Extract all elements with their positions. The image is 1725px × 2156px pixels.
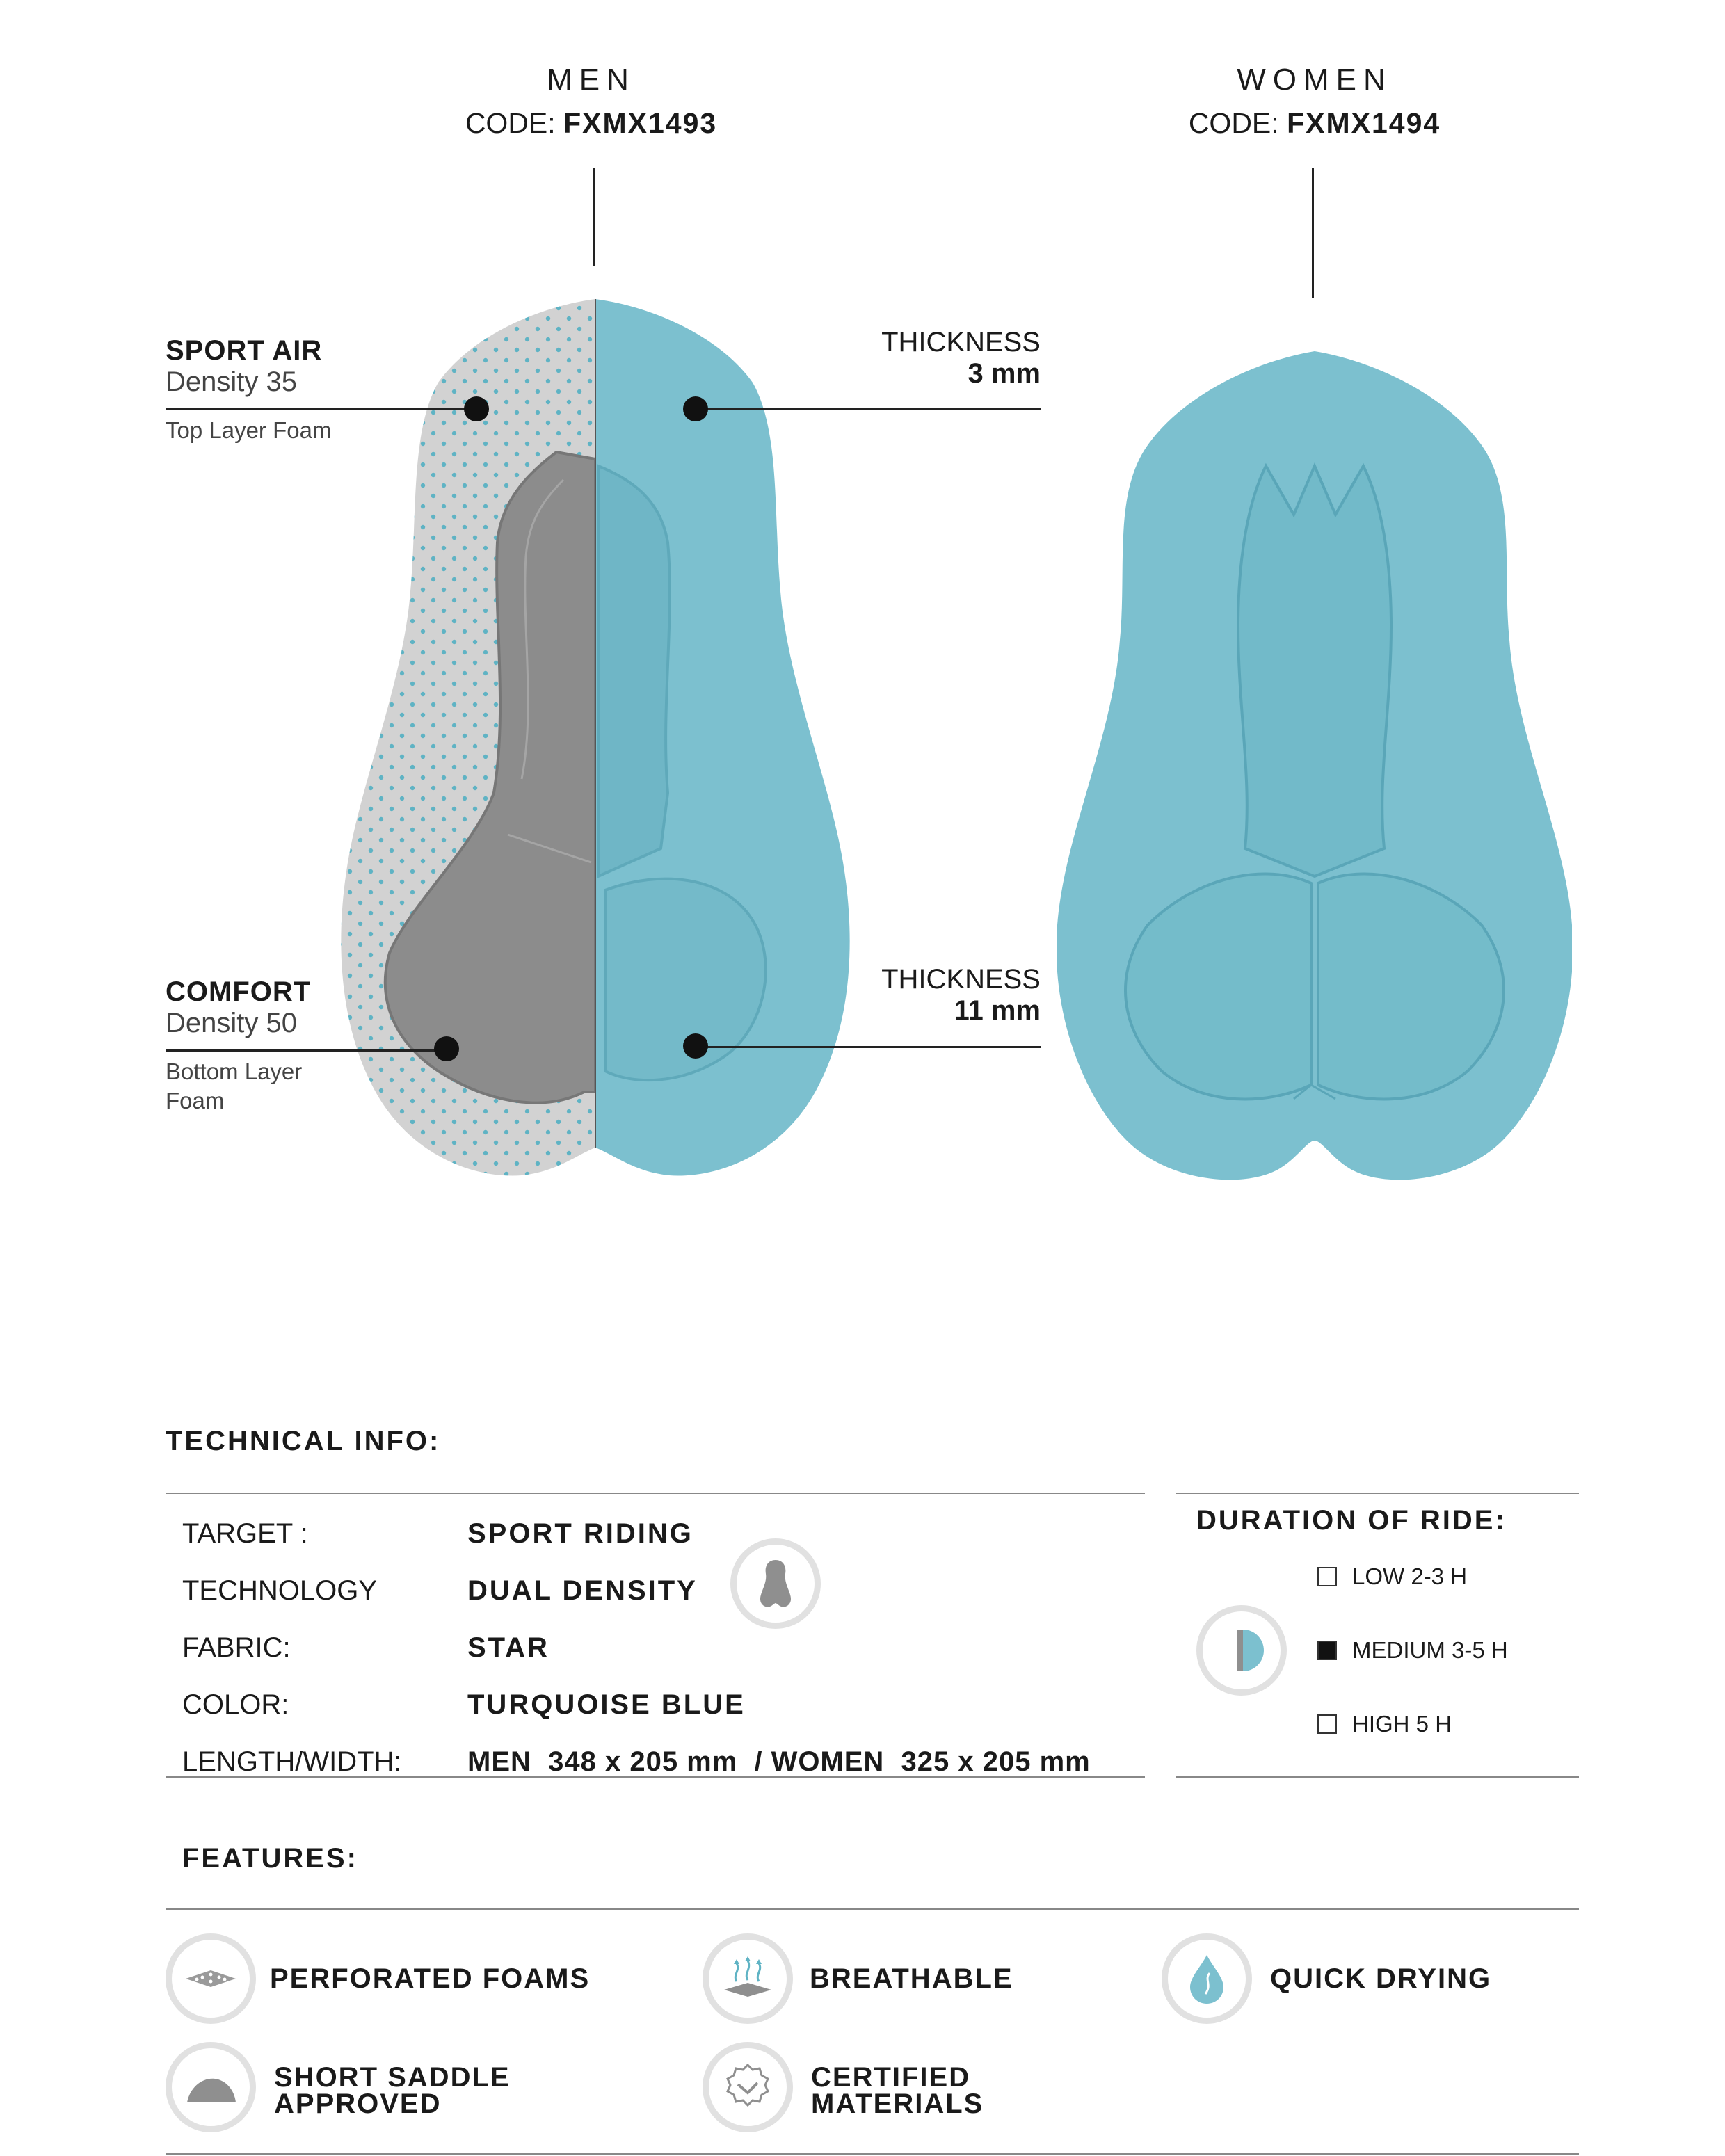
- saddle-icon: [166, 2042, 256, 2132]
- thickness-top-leader-line: [696, 408, 1041, 410]
- comfort-layer-line2: Foam: [166, 1088, 225, 1113]
- men-header: [417, 63, 765, 140]
- sport-air-marker: [464, 396, 489, 421]
- technical-top-rule: [166, 1493, 1145, 1494]
- comfort-marker: [434, 1036, 459, 1061]
- women-header: [1141, 63, 1489, 140]
- feature-label: QUICK DRYING: [1270, 1963, 1492, 1994]
- technical-row-value: TURQUOISE BLUE: [467, 1689, 746, 1720]
- sport-air-density: Density 35: [166, 367, 297, 397]
- feature-label: BREATHABLE: [810, 1963, 1013, 1994]
- feature-label-line1: SHORT SADDLE: [274, 2062, 511, 2093]
- men-code-value: FXMX1493: [563, 107, 718, 139]
- duration-option-label: HIGH 5 H: [1352, 1711, 1452, 1737]
- feature-label-two-line: [274, 2064, 511, 2117]
- men-code-leader-line: [593, 168, 595, 266]
- duration-bottom-rule: [1176, 1776, 1579, 1778]
- women-code-value: FXMX1494: [1287, 107, 1441, 139]
- duration-option-low[interactable]: [1317, 1563, 1467, 1590]
- thickness-top-marker: [683, 396, 708, 421]
- technical-table: [182, 1505, 1091, 1790]
- saddle-pad-icon: [730, 1538, 821, 1629]
- features-top-rule: [166, 1908, 1579, 1910]
- technical-row-label: TECHNOLOGY: [182, 1575, 378, 1606]
- sport-air-callout: [166, 335, 322, 398]
- dimensions-label: LENGTH/WIDTH:: [182, 1746, 402, 1777]
- comfort-layer: [166, 1057, 302, 1116]
- men-code-prefix: CODE:: [465, 107, 556, 139]
- checkbox-checked-icon[interactable]: [1317, 1641, 1337, 1660]
- duration-option-medium[interactable]: [1317, 1637, 1508, 1664]
- half-gauge-icon: [1196, 1605, 1287, 1696]
- technical-row-label: FABRIC:: [182, 1632, 291, 1663]
- technical-row-label: COLOR:: [182, 1689, 289, 1720]
- features-heading: FEATURES:: [182, 1843, 358, 1874]
- women-code-leader-line: [1312, 168, 1314, 298]
- thickness-top-label: THICKNESS: [881, 327, 1041, 357]
- men-pad-illustration: [334, 292, 862, 1189]
- thickness-bottom-label: THICKNESS: [881, 964, 1041, 995]
- feature-label-two-line: [811, 2064, 984, 2117]
- dimensions-separator: /: [754, 1746, 763, 1777]
- feature-label-line2: APPROVED: [274, 2089, 442, 2119]
- men-code: [417, 107, 765, 140]
- dimensions-value: [467, 1746, 1091, 1778]
- thickness-bottom-value: 11 mm: [954, 995, 1041, 1026]
- checkbox-icon[interactable]: [1317, 1714, 1337, 1734]
- thickness-bottom-callout: [807, 964, 1041, 1027]
- women-code: [1141, 107, 1489, 140]
- feature-label-line2: MATERIALS: [811, 2089, 984, 2119]
- perforated-foam-icon: [166, 1933, 256, 2024]
- thickness-top-value: 3 mm: [968, 358, 1041, 389]
- technical-row: [182, 1619, 1091, 1676]
- feature-label-line1: CERTIFIED: [811, 2062, 971, 2093]
- duration-option[interactable]: [1317, 1563, 1467, 1590]
- duration-option[interactable]: [1317, 1637, 1508, 1664]
- technical-row: [182, 1676, 1091, 1733]
- duration-heading: DURATION OF RIDE:: [1196, 1505, 1507, 1536]
- breathable-icon: [703, 1933, 793, 2024]
- feature-label: PERFORATED FOAMS: [270, 1963, 591, 1994]
- women-code-prefix: CODE:: [1188, 107, 1279, 139]
- dimensions-women: WOMEN 325 x 205 mm: [771, 1746, 1091, 1777]
- duration-top-rule: [1176, 1493, 1579, 1494]
- women-title: WOMEN: [1237, 63, 1393, 97]
- technical-row-dimensions: [182, 1733, 1091, 1790]
- thickness-bottom-leader-line: [696, 1046, 1041, 1048]
- dimensions-men: MEN 348 x 205 mm: [467, 1746, 738, 1777]
- comfort-layer-line1: Bottom Layer: [166, 1059, 303, 1084]
- technical-row-value: DUAL DENSITY: [467, 1575, 698, 1606]
- comfort-title: COMFORT: [166, 976, 312, 1007]
- comfort-leader-line: [166, 1049, 444, 1052]
- technical-info-heading: TECHNICAL INFO:: [166, 1426, 441, 1456]
- technical-row: [182, 1505, 1091, 1562]
- sport-air-layer: Top Layer Foam: [166, 417, 332, 443]
- comfort-callout: [166, 976, 311, 1039]
- duration-option[interactable]: [1317, 1711, 1452, 1737]
- men-title: MEN: [547, 63, 636, 97]
- duration-option-label: MEDIUM 3-5 H: [1352, 1637, 1508, 1663]
- duration-option-label: LOW 2-3 H: [1352, 1563, 1468, 1589]
- certified-badge-icon: [703, 2042, 793, 2132]
- water-drop-icon: [1162, 1933, 1252, 2024]
- checkbox-icon[interactable]: [1317, 1567, 1337, 1586]
- duration-option-high[interactable]: [1317, 1711, 1452, 1737]
- thickness-bottom-marker: [683, 1033, 708, 1059]
- technical-row-label: TARGET :: [182, 1518, 308, 1549]
- sport-air-title: SPORT AIR: [166, 335, 323, 366]
- technical-row: [182, 1562, 1091, 1619]
- features-bottom-rule: [166, 2153, 1579, 2155]
- thickness-top-callout: [807, 327, 1041, 389]
- women-pad-illustration: [1057, 348, 1572, 1189]
- sport-air-leader-line: [166, 408, 476, 410]
- technical-row-value: STAR: [467, 1632, 549, 1663]
- technical-row-value: SPORT RIDING: [467, 1518, 693, 1549]
- comfort-density: Density 50: [166, 1008, 297, 1038]
